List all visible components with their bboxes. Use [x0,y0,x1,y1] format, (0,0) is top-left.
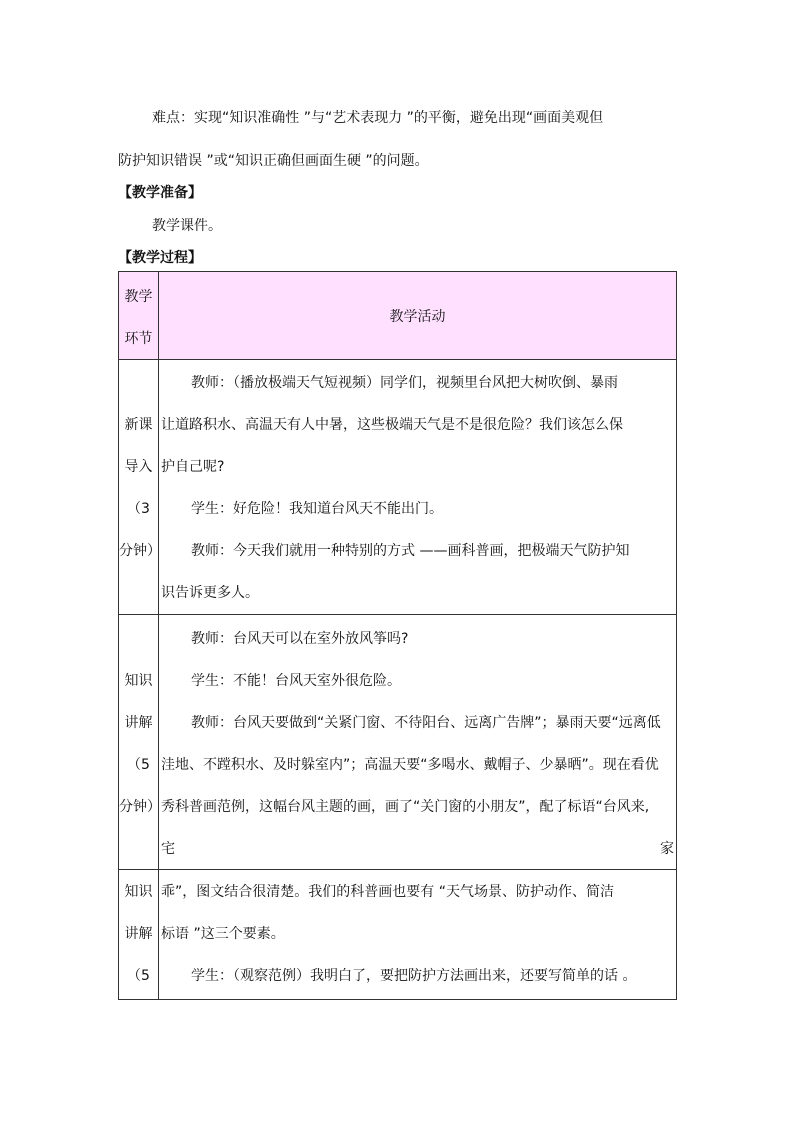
header-stage-line: 环节 [124,331,153,347]
activity-line: 学生：（观察范例）我明白了，要把防护方法画出来，还要写简单的话 。 [191,968,637,984]
stage-line: 新课 [124,417,153,433]
activity-line: 让道路积水、高温天有人中暑，这些极端天气是不是很危险？我们该怎么保 [161,417,623,433]
activity-line: 教师：台风天要做到“关紧门窗、不待阳台、远离广告牌”；暴雨天要“远离低 [191,715,661,731]
difficulty-line-1: 难点：实现“知识准确性 ”与“艺术表现力 ”的平衡，避免出现“画面美观但 [152,110,604,126]
stage-line: 分钟） [119,543,161,559]
lesson-table [118,271,677,1000]
stage-line: 导入 [124,459,153,475]
activity-cell [159,870,677,1000]
table-header-row [119,272,677,360]
stage-line: 讲解 [124,715,153,731]
table-row [119,870,677,1000]
activity-line: 识告诉更多人。 [161,585,259,601]
activity-line: 标语 ”这三个要素。 [161,926,285,942]
difficulty-line-2: 防护知识错误 ”或“知识正确但画面生硬 ”的问题。 [118,153,429,169]
stage-cell [119,615,159,870]
header-activity-label: 教学活动 [389,308,446,325]
activity-cell [159,360,677,615]
stage-cell [119,870,159,1000]
activity-cell [159,615,677,870]
stage-line: （5 [127,757,150,773]
activity-word: 宅 [161,841,175,857]
activity-line-justified [161,839,674,859]
activity-word: 家 [660,841,674,857]
prep-text: 教学课件。 [152,218,222,234]
prep-heading: 【教学准备】 [118,185,202,201]
header-stage-line: 教学 [124,289,153,305]
activity-line: 学生：不能！台风天室外很危险。 [191,673,401,689]
activity-line: 教师：今天我们就用一种特别的方式 ——画科普画，把极端天气防护知 [191,543,630,559]
activity-line: 教师：（播放极端天气短视频）同学们，视频里台风把大树吹倒、暴雨 [191,375,618,391]
stage-line: （5 [127,968,150,984]
stage-line: 分钟） [119,799,161,815]
activity-line: 教师：台风天可以在室外放风筝吗? [191,631,409,647]
header-stage-cell [119,272,159,360]
process-heading: 【教学过程】 [118,250,202,266]
header-activity-cell [159,272,677,360]
activity-line: 学生：好危险！我知道台风天不能出门。 [191,501,443,517]
stage-line: （3 [127,501,150,517]
activity-line: 护自己呢? [161,459,225,475]
stage-line: 讲解 [124,926,153,942]
stage-cell [119,360,159,615]
activity-line: 秀科普画范例，这幅台风主题的画，画了“关门窗的小朋友”，配了标语“台风来, [161,799,650,815]
activity-line: 洼地、不蹚积水、及时躲室内”；高温天要“多喝水、戴帽子、少暴晒”。现在看优 [161,757,659,773]
table-row [119,615,677,870]
stage-line: 知识 [124,884,153,900]
table-row [119,360,677,615]
activity-line: 乖”，图文结合很清楚。我们的科普画也要有 “天气场景、防护动作、简洁 [161,884,614,900]
stage-line: 知识 [124,673,153,689]
